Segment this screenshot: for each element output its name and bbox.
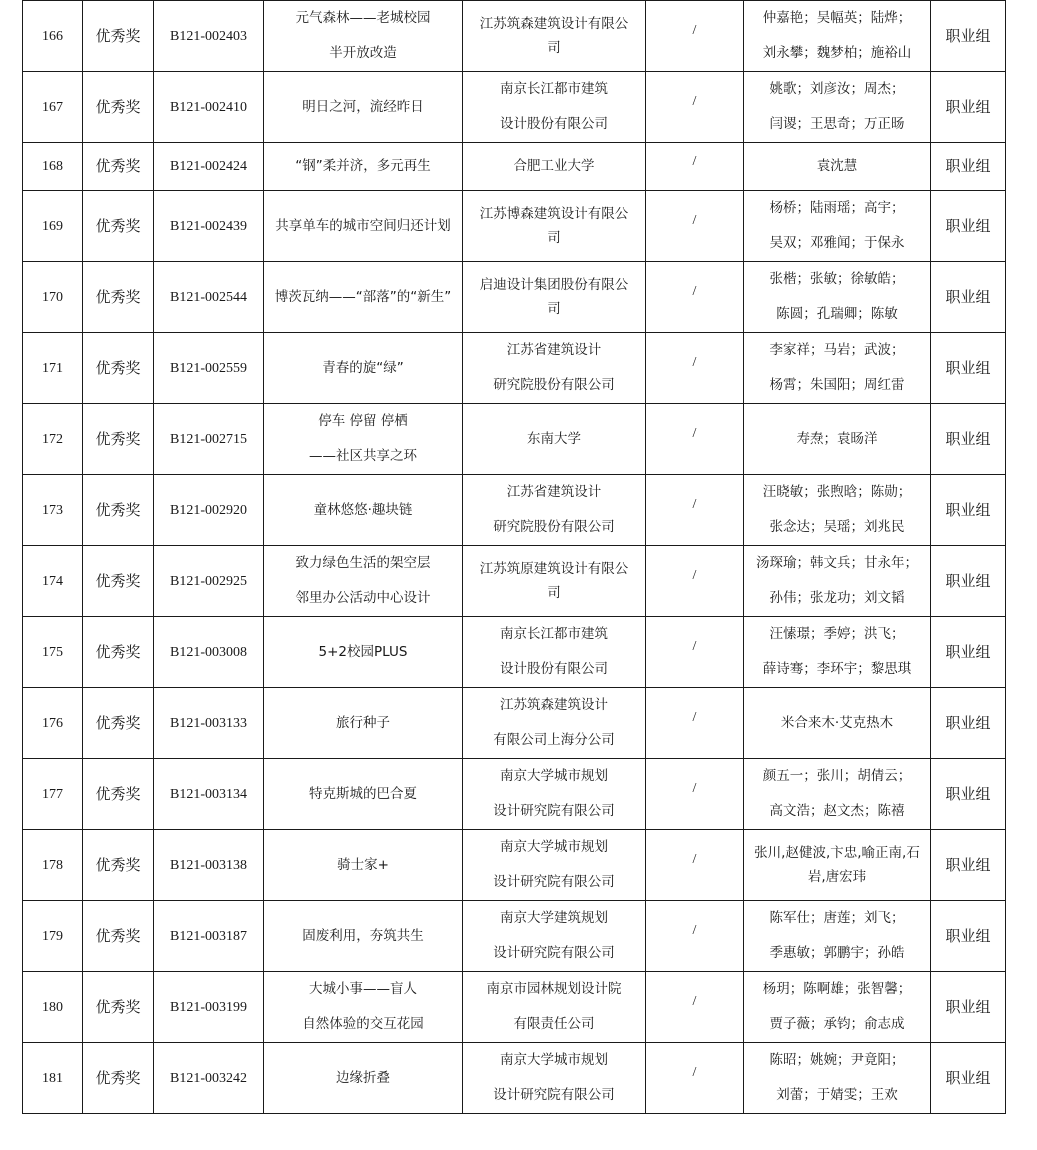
cell-code: B121-002410 (154, 72, 264, 143)
table-row (23, 143, 1006, 191)
cell-members-line: 张念达；吴瑶；刘兆民 (769, 519, 905, 535)
cell-title (264, 262, 463, 333)
cell-slash: / (646, 1043, 744, 1114)
cell-unit-line: 设计研究院有限公司 (493, 803, 615, 819)
cell-award: 优秀奖 (83, 972, 154, 1043)
cell-unit-line: 合肥工业大学 (513, 158, 595, 174)
cell-unit-line: 设计研究院有限公司 (493, 874, 615, 890)
cell-award: 优秀奖 (83, 262, 154, 333)
cell-title-line: “钢”柔并济，多元再生 (295, 158, 431, 174)
cell-group: 职业组 (931, 617, 1006, 688)
cell-slash: / (646, 143, 744, 191)
cell-members-line: 李家祥；马岩；武波； (769, 342, 905, 358)
cell-title-line: 共享单车的城市空间归还计划 (275, 217, 451, 234)
cell-code: B121-003138 (154, 830, 264, 901)
cell-title-line: 明日之河，流经昨日 (302, 98, 424, 115)
table-row (23, 546, 1006, 617)
cell-number: 167 (23, 72, 83, 143)
cell-number: 176 (23, 688, 83, 759)
cell-unit-line: 南京大学城市规划 (500, 839, 608, 855)
cell-title (264, 759, 463, 830)
cell-slash: / (646, 546, 744, 617)
cell-number: 174 (23, 546, 83, 617)
cell-number: 166 (23, 1, 83, 72)
cell-code: B121-002920 (154, 475, 264, 546)
cell-members-line: 袁沈慧 (816, 158, 858, 174)
cell-members-line: 陈圆；孔瑞卿；陈敏 (776, 306, 898, 322)
table-row (23, 191, 1006, 262)
cell-title-line: 博茨瓦纳——“部落”的“新生” (274, 288, 452, 305)
cell-slash: / (646, 404, 744, 475)
cell-unit-line: 司 (547, 40, 561, 56)
cell-members (744, 191, 931, 262)
cell-code: B121-002544 (154, 262, 264, 333)
cell-unit (463, 688, 646, 759)
cell-members-line: 刘蕾；于婧雯；王欢 (776, 1087, 898, 1103)
cell-members-line: 刘永攀；魏梦柏；施裕山 (762, 45, 912, 61)
cell-members (744, 688, 931, 759)
cell-unit (463, 617, 646, 688)
table-row (23, 333, 1006, 404)
cell-members (744, 972, 931, 1043)
cell-title-line: ——社区共享之环 (309, 448, 417, 464)
cell-members-line: 吴双；邓雅闻；于保永 (769, 235, 905, 251)
cell-group: 职业组 (931, 333, 1006, 404)
cell-title (264, 1043, 463, 1114)
cell-members (744, 404, 931, 475)
cell-unit-line: 司 (547, 230, 561, 246)
cell-title (264, 688, 463, 759)
cell-group: 职业组 (931, 262, 1006, 333)
cell-members (744, 759, 931, 830)
cell-members-line: 寿焘；袁旸洋 (796, 430, 878, 447)
cell-unit (463, 404, 646, 475)
cell-members-line: 汪愫璟；季婷；洪飞； (769, 626, 905, 642)
cell-code: B121-003187 (154, 901, 264, 972)
cell-members-line: 汪晓敏；张煦晗；陈勋； (762, 484, 912, 500)
cell-title (264, 475, 463, 546)
cell-title-line: 半开放改造 (329, 45, 397, 61)
cell-slash: / (646, 972, 744, 1043)
cell-slash: / (646, 333, 744, 404)
cell-members (744, 546, 931, 617)
cell-group: 职业组 (931, 72, 1006, 143)
cell-code: B121-002424 (154, 143, 264, 191)
cell-title (264, 333, 463, 404)
cell-slash: / (646, 475, 744, 546)
cell-title (264, 546, 463, 617)
cell-members-line: 杨桥；陆雨瑶；高宇； (769, 200, 905, 216)
cell-unit (463, 143, 646, 191)
cell-members (744, 830, 931, 901)
cell-unit (463, 333, 646, 404)
cell-award: 优秀奖 (83, 143, 154, 191)
cell-number: 177 (23, 759, 83, 830)
cell-unit-line: 江苏省建筑设计 (506, 484, 602, 500)
cell-unit (463, 759, 646, 830)
cell-number: 180 (23, 972, 83, 1043)
cell-unit-line: 南京大学建筑规划 (500, 910, 608, 926)
cell-unit (463, 262, 646, 333)
cell-members-line: 高文浩；赵文杰；陈禧 (769, 803, 905, 819)
cell-number: 170 (23, 262, 83, 333)
cell-number: 175 (23, 617, 83, 688)
cell-unit-line: 南京长江都市建筑 (500, 81, 608, 97)
table-row (23, 972, 1006, 1043)
cell-unit (463, 546, 646, 617)
cell-title-line: 5+2校园PLUS (318, 643, 408, 660)
cell-number: 168 (23, 143, 83, 191)
cell-award: 优秀奖 (83, 333, 154, 404)
cell-members (744, 617, 931, 688)
cell-number: 179 (23, 901, 83, 972)
cell-slash: / (646, 191, 744, 262)
awards-table (22, 0, 1006, 1114)
cell-group: 职业组 (931, 1043, 1006, 1114)
cell-members-line: 汤琛瑜；韩文兵；甘永年； (756, 555, 918, 571)
cell-slash: / (646, 72, 744, 143)
cell-members (744, 72, 931, 143)
cell-number: 169 (23, 191, 83, 262)
cell-unit (463, 830, 646, 901)
cell-title-line: 骑士家+ (337, 856, 389, 873)
cell-group: 职业组 (931, 1, 1006, 72)
cell-members-line: 米合来木·艾克热木 (780, 714, 894, 731)
cell-slash: / (646, 901, 744, 972)
cell-number: 171 (23, 333, 83, 404)
cell-slash: / (646, 759, 744, 830)
cell-number: 181 (23, 1043, 83, 1114)
cell-unit-line: 设计股份有限公司 (500, 116, 608, 132)
cell-unit-line: 启迪设计集团股份有限公 (479, 277, 629, 293)
cell-group: 职业组 (931, 475, 1006, 546)
table-row (23, 72, 1006, 143)
cell-unit (463, 475, 646, 546)
cell-unit (463, 1, 646, 72)
cell-group: 职业组 (931, 191, 1006, 262)
cell-title-line: 致力绿色生活的架空层 (295, 555, 431, 571)
cell-title-line: 特克斯城的巴合夏 (309, 785, 417, 802)
cell-award: 优秀奖 (83, 830, 154, 901)
cell-award: 优秀奖 (83, 759, 154, 830)
cell-unit-line: 设计研究院有限公司 (493, 945, 615, 961)
cell-award: 优秀奖 (83, 475, 154, 546)
table-row (23, 901, 1006, 972)
cell-members (744, 475, 931, 546)
cell-title (264, 72, 463, 143)
cell-members-line: 杨霄；朱国阳；周红雷 (769, 377, 905, 393)
table-body (23, 1, 1006, 1114)
cell-members-line: 季惠敏；郭鹏宇；孙皓 (769, 945, 905, 961)
cell-number: 173 (23, 475, 83, 546)
cell-title (264, 830, 463, 901)
cell-group: 职业组 (931, 688, 1006, 759)
cell-unit (463, 1043, 646, 1114)
cell-unit-line: 东南大学 (527, 430, 581, 447)
cell-members-line: 陈军仕；唐莲；刘飞； (769, 910, 905, 926)
cell-slash: / (646, 262, 744, 333)
cell-members (744, 1, 931, 72)
cell-slash: / (646, 830, 744, 901)
cell-code: B121-003242 (154, 1043, 264, 1114)
cell-number: 172 (23, 404, 83, 475)
cell-members-line: 杨玥；陈啊雄；张智馨； (762, 981, 912, 997)
cell-group: 职业组 (931, 901, 1006, 972)
cell-group: 职业组 (931, 143, 1006, 191)
cell-group: 职业组 (931, 546, 1006, 617)
cell-unit (463, 972, 646, 1043)
cell-unit-line: 江苏筑森建筑设计有限公 (479, 16, 629, 32)
cell-award: 优秀奖 (83, 617, 154, 688)
cell-unit-line: 研究院股份有限公司 (493, 519, 615, 535)
cell-title-line: 童林悠悠·趣块链 (313, 501, 413, 518)
cell-unit-line: 南京大学城市规划 (500, 768, 608, 784)
cell-unit-line: 研究院股份有限公司 (493, 377, 615, 393)
cell-unit-line: 司 (547, 301, 561, 317)
cell-members-line: 张川,赵健波,卞忠,喻正南,石岩,唐宏玮 (754, 845, 920, 885)
cell-members-line: 张楷；张敏；徐敏皓； (769, 271, 905, 287)
cell-award: 优秀奖 (83, 1, 154, 72)
table-row (23, 830, 1006, 901)
cell-code: B121-002925 (154, 546, 264, 617)
cell-title (264, 901, 463, 972)
cell-code: B121-003133 (154, 688, 264, 759)
cell-unit-line: 司 (547, 585, 561, 601)
cell-title-line: 邻里办公活动中心设计 (295, 590, 431, 606)
cell-unit-line: 有限责任公司 (513, 1016, 595, 1032)
cell-members (744, 1043, 931, 1114)
cell-award: 优秀奖 (83, 688, 154, 759)
cell-members (744, 333, 931, 404)
cell-award: 优秀奖 (83, 404, 154, 475)
cell-title (264, 404, 463, 475)
table-row (23, 1043, 1006, 1114)
table-row (23, 759, 1006, 830)
cell-award: 优秀奖 (83, 191, 154, 262)
cell-title-line: 自然体验的交互花园 (302, 1016, 424, 1032)
cell-title (264, 617, 463, 688)
cell-unit-line: 有限公司上海分公司 (493, 732, 615, 748)
cell-unit-line: 江苏筑原建筑设计有限公 (479, 561, 629, 577)
cell-group: 职业组 (931, 404, 1006, 475)
cell-members-line: 陈昭；姚婉；尹竟阳； (769, 1052, 905, 1068)
cell-unit-line: 南京市园林规划设计院 (486, 981, 622, 997)
table-row (23, 617, 1006, 688)
cell-unit (463, 72, 646, 143)
cell-code: B121-002439 (154, 191, 264, 262)
cell-unit-line: 设计研究院有限公司 (493, 1087, 615, 1103)
cell-group: 职业组 (931, 972, 1006, 1043)
cell-unit-line: 设计股份有限公司 (500, 661, 608, 677)
cell-title-line: 元气森林——老城校园 (295, 10, 431, 26)
cell-code: B121-003008 (154, 617, 264, 688)
cell-group: 职业组 (931, 759, 1006, 830)
cell-members-line: 薛诗骞；李环宇；黎思琪 (762, 661, 912, 677)
cell-title (264, 191, 463, 262)
cell-slash: / (646, 688, 744, 759)
cell-members (744, 901, 931, 972)
cell-group: 职业组 (931, 830, 1006, 901)
cell-slash: / (646, 617, 744, 688)
cell-members (744, 262, 931, 333)
cell-title (264, 1, 463, 72)
cell-slash: / (646, 1, 744, 72)
cell-members-line: 仲嘉艳；吴幅英；陆烨； (762, 10, 912, 26)
table-row (23, 262, 1006, 333)
cell-members-line: 闫谡；王思奇；万正旸 (769, 116, 905, 132)
cell-title (264, 143, 463, 191)
cell-code: B121-002559 (154, 333, 264, 404)
cell-code: B121-002403 (154, 1, 264, 72)
cell-award: 优秀奖 (83, 901, 154, 972)
cell-title-line: 旅行种子 (336, 714, 390, 731)
cell-members-line: 孙伟；张龙功；刘文韬 (769, 590, 905, 606)
cell-code: B121-002715 (154, 404, 264, 475)
cell-code: B121-003199 (154, 972, 264, 1043)
cell-code: B121-003134 (154, 759, 264, 830)
cell-unit-line: 南京长江都市建筑 (500, 626, 608, 642)
cell-members-line: 颜五一；张川；胡倩云； (762, 768, 912, 784)
cell-unit-line: 江苏省建筑设计 (506, 342, 602, 358)
cell-title-line: 边缘折叠 (336, 1069, 390, 1086)
cell-unit-line: 南京大学城市规划 (500, 1052, 608, 1068)
cell-members (744, 143, 931, 191)
table-row (23, 1, 1006, 72)
cell-unit-line: 江苏筑森建筑设计 (500, 697, 608, 713)
cell-unit (463, 901, 646, 972)
cell-award: 优秀奖 (83, 546, 154, 617)
table-row (23, 475, 1006, 546)
cell-number: 178 (23, 830, 83, 901)
cell-unit-line: 江苏博森建筑设计有限公 (479, 206, 629, 222)
cell-title-line: 停车 停留 停栖 (318, 413, 408, 429)
cell-unit (463, 191, 646, 262)
table-row (23, 688, 1006, 759)
cell-title-line: 大城小事——盲人 (309, 981, 417, 997)
cell-award: 优秀奖 (83, 1043, 154, 1114)
cell-title-line: 固废利用，夯筑共生 (302, 927, 424, 944)
cell-award: 优秀奖 (83, 72, 154, 143)
cell-members-line: 姚歌；刘彦汝；周杰； (769, 81, 905, 97)
cell-members-line: 贾子薇；承钧；俞志成 (769, 1016, 905, 1032)
cell-title-line: 青春的旋“绿” (322, 359, 404, 376)
cell-title (264, 972, 463, 1043)
table-row (23, 404, 1006, 475)
